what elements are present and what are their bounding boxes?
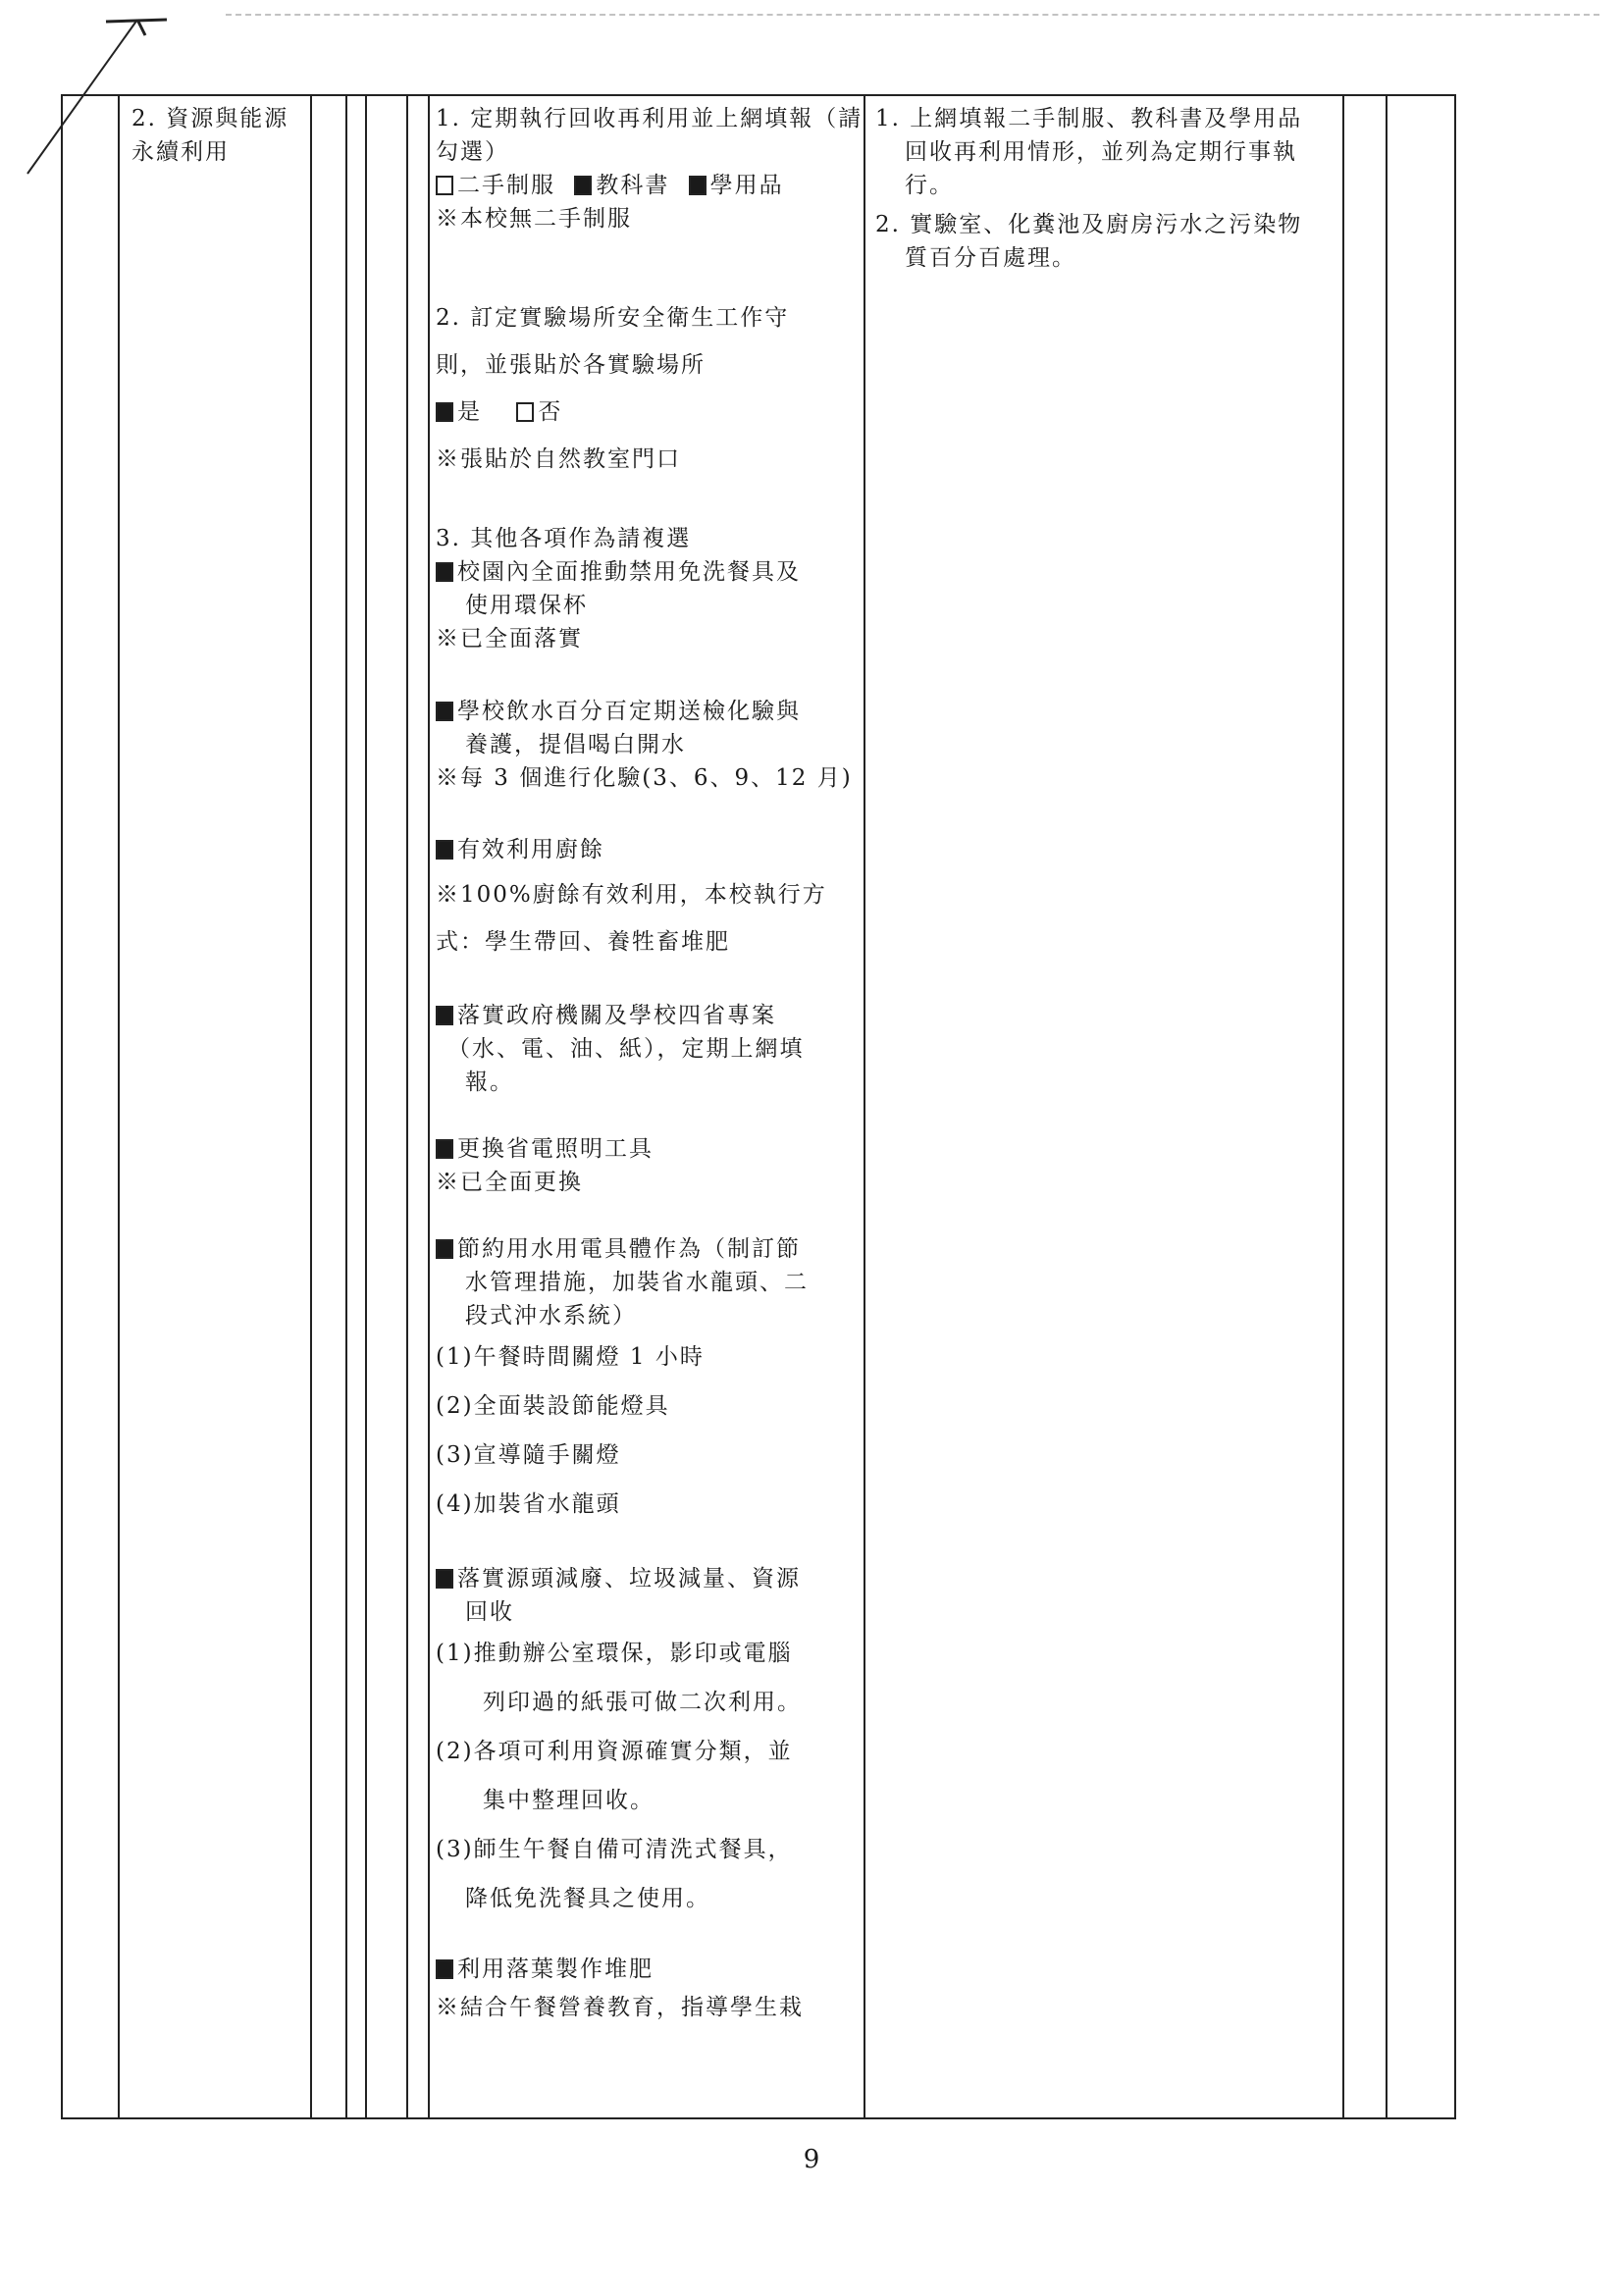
checkbox-checked-icon — [436, 1569, 453, 1589]
item-2-heading-a: 2. 訂定實驗場所安全衛生工作守 — [436, 305, 790, 331]
item-3a — [436, 555, 867, 589]
item-3e — [436, 1132, 867, 1166]
option-label: 教科書 — [596, 173, 670, 198]
item-3g-sub-3: (3)師生午餐自備可清洗式餐具， — [436, 1837, 793, 1862]
item-3h — [436, 1953, 867, 1986]
item-1-heading: 1. 定期執行回收再利用並上網填報（請勾選） — [436, 106, 864, 165]
checkbox-checked-icon — [689, 176, 707, 195]
result-2: 2. 實驗室、化糞池及廚房污水之污染物 — [875, 212, 1303, 237]
result-2-cont: 質百分百處理。 — [905, 245, 1076, 271]
item-3f-sub-4: (4)加裝省水龍頭 — [436, 1491, 621, 1517]
item-3h-note: ※結合午餐營養教育，指導學生栽 — [436, 1995, 804, 2020]
item-3f-sub-1: (1)午餐時間關燈 1 小時 — [436, 1344, 705, 1370]
item-3d — [436, 999, 867, 1032]
page-number: 9 — [803, 2145, 820, 2174]
item-3g-sub-1: (1)推動辦公室環保，影印或電腦 — [436, 1641, 793, 1666]
item-text: 有效利用廚餘 — [457, 837, 604, 862]
item-3g — [436, 1562, 867, 1595]
item-3b — [436, 695, 867, 728]
item-3c-note: ※100%廚餘有效利用，本校執行方 — [436, 882, 827, 908]
section-title-cell — [131, 102, 318, 169]
column-divider — [310, 94, 312, 2119]
item-3g-cont: 回收 — [465, 1599, 514, 1625]
checkbox-checked-icon — [436, 562, 453, 582]
item-3c-note-cont: 式：學生帶回、養牲畜堆肥 — [436, 929, 730, 955]
column-divider — [1386, 94, 1387, 2119]
option-label: 二手制服 — [457, 173, 555, 198]
item-2-heading-b: 則，並張貼於各實驗場所 — [436, 352, 706, 378]
section-title: 2. 資源與能源永續利用 — [131, 106, 289, 165]
item-text: 落實政府機關及學校四省專案 — [457, 1003, 776, 1028]
item-3a-note: ※已全面落實 — [436, 626, 583, 652]
item-text: 利用落葉製作堆肥 — [457, 1957, 654, 1982]
item-3a-cont: 使用環保杯 — [465, 593, 588, 618]
item-text: 節約用水用電具體作為（制訂節 — [457, 1236, 801, 1262]
item-1-note: ※本校無二手制服 — [436, 206, 632, 232]
item-2-note: ※張貼於自然教室門口 — [436, 446, 681, 472]
checkbox-checked-icon — [436, 1239, 453, 1259]
checkbox-checked-icon — [436, 1959, 453, 1979]
item-3g-sub-3-cont: 降低免洗餐具之使用。 — [465, 1886, 710, 1911]
result-1-cont2: 行。 — [905, 173, 954, 198]
item-3b-note: ※每 3 個進行化驗(3、6、9、12 月) — [436, 765, 853, 791]
item-3f — [436, 1232, 867, 1266]
item-3-heading: 3. 其他各項作為請複選 — [436, 526, 692, 551]
item-3e-note: ※已全面更換 — [436, 1170, 583, 1195]
checkbox-checked-icon — [436, 1139, 453, 1159]
option-label: 否 — [538, 399, 563, 425]
column-divider — [1342, 94, 1344, 2119]
item-3g-sub-2-cont: 集中整理回收。 — [483, 1788, 654, 1813]
checkbox-checked-icon — [436, 402, 453, 422]
item-3d-cont: （水、電、油、紙），定期上網填 — [447, 1036, 805, 1062]
item-3f-sub-2: (2)全面裝設節能燈具 — [436, 1393, 670, 1419]
item-2-options — [436, 389, 867, 436]
checkbox-checked-icon — [436, 1006, 453, 1025]
item-3g-sub-2: (2)各項可利用資源確實分類，並 — [436, 1739, 793, 1764]
item-3c — [436, 828, 867, 871]
checkbox-unchecked-icon — [516, 402, 534, 422]
item-3f-cont: 水管理措施，加裝省水龍頭、二 — [465, 1270, 809, 1295]
option-label: 是 — [457, 399, 482, 425]
option-label: 學用品 — [709, 173, 784, 198]
column-divider — [428, 94, 430, 2119]
checkbox-checked-icon — [436, 840, 453, 860]
column-divider — [406, 94, 408, 2119]
column-divider — [118, 94, 120, 2119]
item-3g-sub-1-cont: 列印過的紙張可做二次利用。 — [483, 1690, 802, 1715]
checkbox-unchecked-icon — [436, 176, 453, 195]
item-text: 校園內全面推動禁用免洗餐具及 — [457, 559, 801, 585]
column-divider — [345, 94, 347, 2119]
scan-artifact-top — [226, 14, 1599, 22]
item-text: 落實源頭減廢、垃圾減量、資源 — [457, 1566, 801, 1592]
item-3d-cont2: 報。 — [465, 1070, 514, 1095]
items-cell — [436, 102, 867, 2029]
item-3b-cont: 養護，提倡喝白開水 — [465, 732, 686, 757]
checkbox-checked-icon — [436, 702, 453, 721]
item-text: 學校飲水百分百定期送檢化驗與 — [457, 699, 801, 724]
checkbox-checked-icon — [574, 176, 592, 195]
item-3f-cont2: 段式沖水系統） — [465, 1303, 637, 1329]
item-1-options — [436, 169, 867, 202]
result-1-cont: 回收再利用情形，並列為定期行事執 — [905, 139, 1297, 165]
results-cell — [875, 102, 1336, 275]
column-divider — [365, 94, 367, 2119]
item-text: 更換省電照明工具 — [457, 1136, 654, 1162]
item-3f-sub-3: (3)宣導隨手關燈 — [436, 1442, 621, 1468]
result-1: 1. 上網填報二手制服、教科書及學用品 — [875, 106, 1303, 131]
